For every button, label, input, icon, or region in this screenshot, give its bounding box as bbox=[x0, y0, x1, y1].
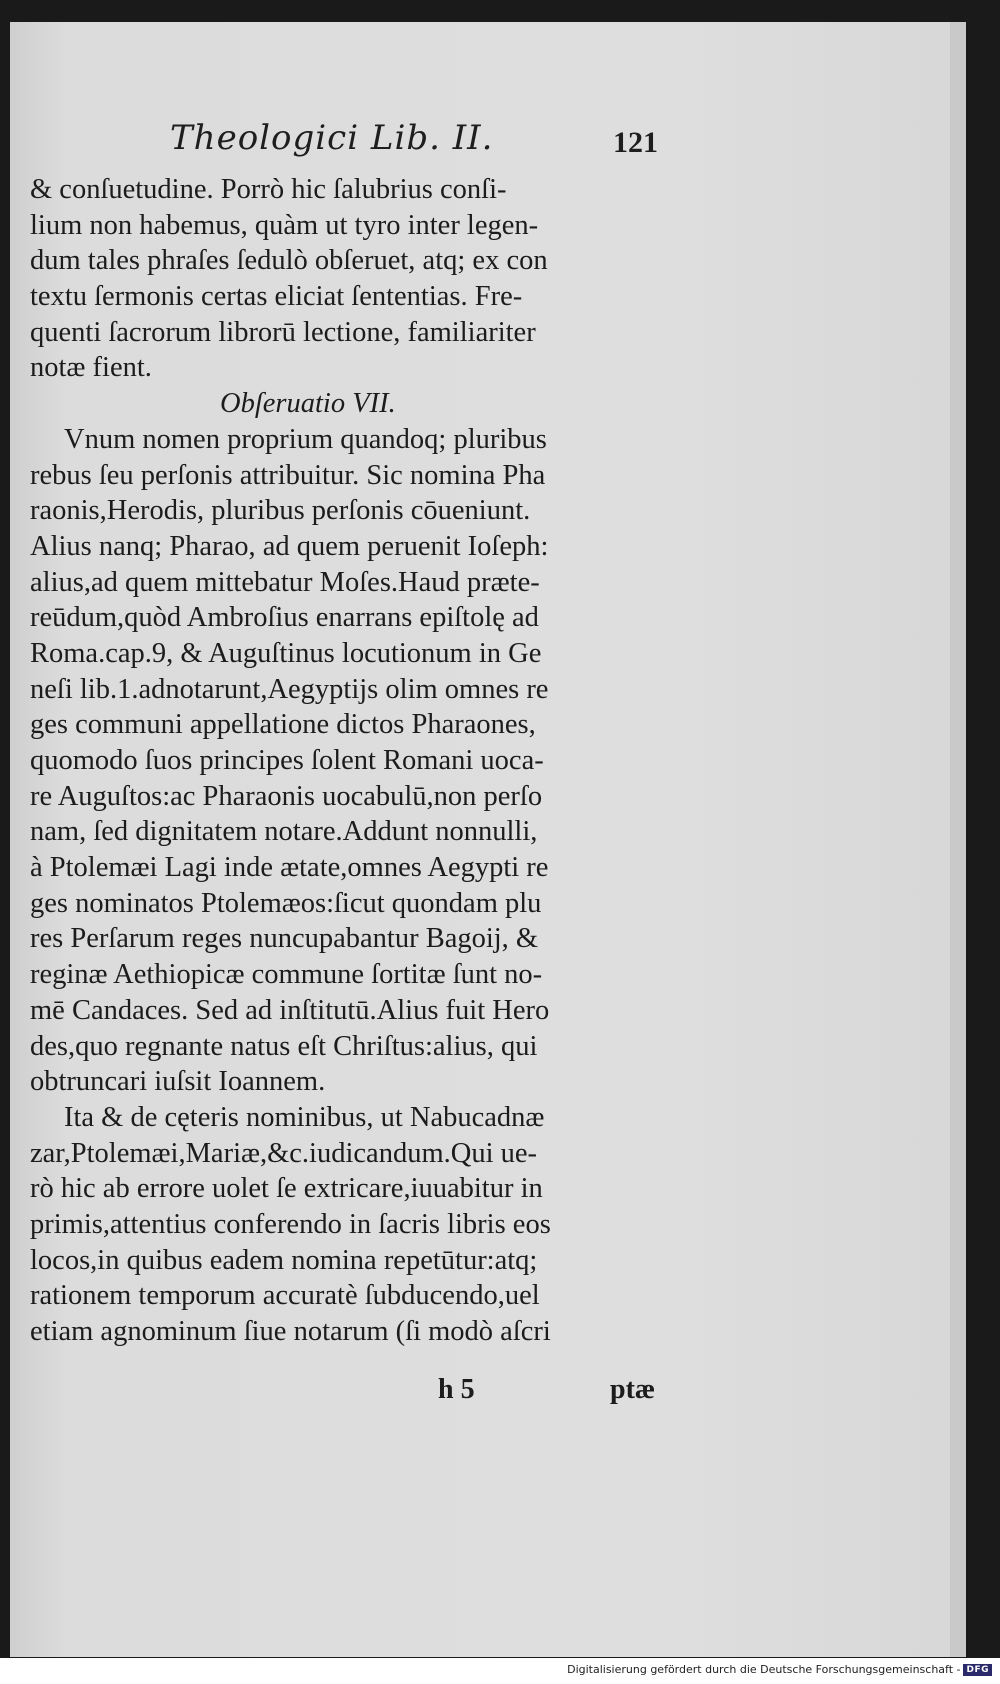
page-footer bbox=[30, 1374, 670, 1414]
text-line: reūdum,quòd Ambroſius enarrans epiſtolę ad bbox=[30, 602, 539, 634]
text-line: raonis,Herodis, pluribus perſonis cōueniunt. bbox=[30, 495, 531, 527]
text-line: ges nominatos Ptolemæos:ſicut quondam plu bbox=[30, 887, 542, 919]
text-line: ges communi appellatione dictos Pharaones, bbox=[30, 709, 536, 741]
text-line: des,quo regnante natus eſt Chriſtus:alius, qui bbox=[30, 1030, 538, 1062]
paragraph-1 bbox=[30, 172, 670, 386]
signature-mark: h 5 bbox=[438, 1374, 475, 1405]
paragraph-3 bbox=[30, 1100, 670, 1350]
text-line: rationem temporum accuratè ſubducendo,uel bbox=[30, 1280, 540, 1312]
catchword: ptæ bbox=[610, 1374, 656, 1405]
text-line: rebus ſeu perſonis attribuitur. Sic nomina Pha bbox=[30, 459, 546, 491]
text-line: notæ fient. bbox=[30, 352, 152, 384]
credit-text: Digitalisierung gefördert durch die Deutsche Forschungsgemeinschaft - bbox=[567, 1663, 961, 1676]
text-line: quenti ſacrorum librorū lectione, familiariter bbox=[30, 316, 536, 348]
text-line: textu ſermonis certas eliciat ſententias. Fre- bbox=[30, 281, 523, 313]
text-line: Vnum nomen proprium quandoq; pluribus bbox=[64, 423, 547, 455]
text-line: quomodo ſuos principes ſolent Romani uoca- bbox=[30, 745, 544, 776]
text-line: à Ptolemæi Lagi inde ætate,omnes Aegypti re bbox=[30, 852, 549, 884]
text-line: Alius nanq; Pharao, ad quem peruenit Ioſeph: bbox=[30, 530, 549, 562]
text-line: nam, ſed dignitatem notare.Addunt nonnulli, bbox=[30, 816, 538, 848]
text-line: & conſuetudine. Porrò hic ſalubrius conſi- bbox=[30, 174, 507, 205]
text-line: obtruncari iuſsit Ioannem. bbox=[30, 1066, 326, 1098]
dfg-logo-icon: DFG bbox=[963, 1664, 992, 1676]
text-line: re Auguſtos:ac Pharaonis uocabulū,non perſo bbox=[30, 780, 543, 812]
text-line: etiam agnominum ſiue notarum (ſi modò aſcri bbox=[30, 1316, 551, 1347]
page-edge bbox=[950, 22, 966, 1657]
page-number: 121 bbox=[613, 126, 658, 159]
text-line: lium non habemus, quàm ut tyro inter legen- bbox=[30, 209, 539, 241]
text-line: alius,ad quem mittebatur Moſes.Haud præte- bbox=[30, 566, 540, 598]
text-line: rò hic ab errore uolet ſe extricare,iuuabitur in bbox=[30, 1173, 543, 1205]
text-line: primis,attentius conferendo in ſacris libris eos bbox=[30, 1208, 551, 1240]
body-text bbox=[30, 172, 670, 1350]
running-title: Theologici Lib. II. bbox=[170, 118, 494, 158]
digitization-credit bbox=[567, 1663, 992, 1676]
text-line: neſi lib.1.adnotarunt,Aegyptijs olim omnes re bbox=[30, 673, 549, 705]
text-line: dum tales phraſes ſedulò obſeruet, atq; ex con bbox=[30, 245, 548, 277]
text-line: locos,in quibus eadem nomina repetūtur:atq; bbox=[30, 1244, 538, 1276]
text-line: Ita & de cęteris nominibus, ut Nabucadnæ bbox=[64, 1101, 545, 1133]
text-line: mē Candaces. Sed ad inſtitutū.Alius fuit Hero bbox=[30, 994, 550, 1026]
text-line: reginæ Aethiopicæ commune ſortitæ ſunt no- bbox=[30, 959, 543, 991]
section-heading: Obſeruatio VII. bbox=[220, 388, 396, 420]
paragraph-2 bbox=[30, 422, 670, 1100]
text-line: Roma.cap.9, & Auguſtinus locutionum in Ge bbox=[30, 637, 542, 669]
text-line: res Perſarum reges nuncupabantur Bagoij, & bbox=[30, 923, 539, 955]
text-line: zar,Ptolemæi,Mariæ,&c.iudicandum.Qui ue- bbox=[30, 1137, 538, 1169]
